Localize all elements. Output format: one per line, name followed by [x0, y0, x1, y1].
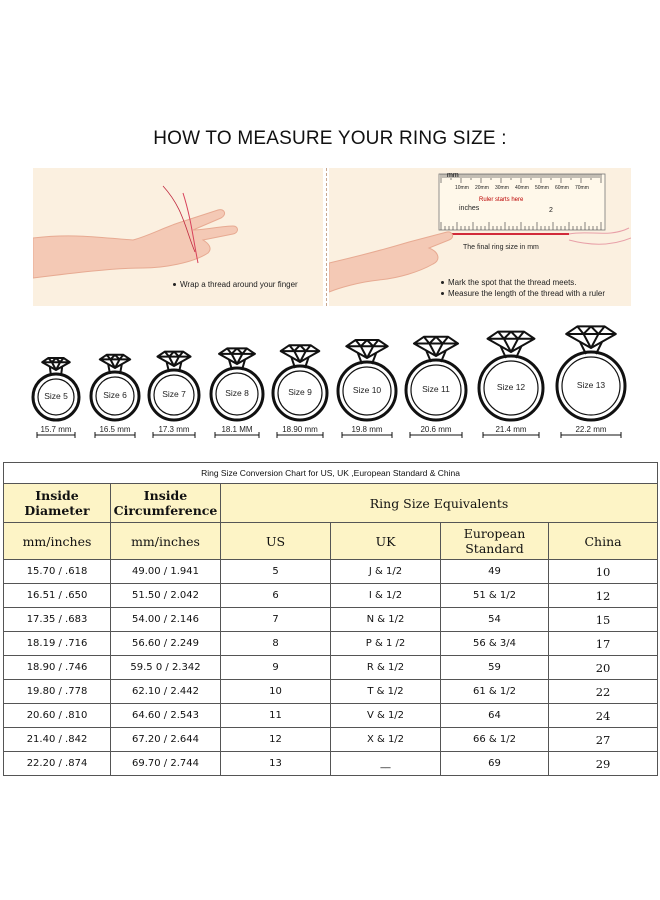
- ring-diameter-label: 21.4 mm: [495, 425, 527, 434]
- ruler-start-label: Ruler starts here: [479, 197, 524, 203]
- ring-size-label: Size 8: [225, 388, 249, 398]
- cell-european: 59: [441, 656, 549, 680]
- ruler-mm-label: mm: [447, 172, 459, 179]
- cell-inside-diameter: 18.19 / .716: [4, 632, 111, 656]
- cell-european: 69: [441, 752, 549, 776]
- wrap-thread-panel: [33, 168, 323, 306]
- header-mm-inches-circumference: mm/inches: [111, 523, 221, 560]
- cell-european: 61 & 1/2: [441, 680, 549, 704]
- cell-us: 5: [221, 560, 331, 584]
- ruler-mm-mark: 30mm: [495, 185, 509, 191]
- table-row: [4, 704, 658, 728]
- cell-inside-diameter: 22.20 / .874: [4, 752, 111, 776]
- cell-uk: I & 1/2: [331, 584, 441, 608]
- cell-inside-circumference: 56.60 / 2.249: [111, 632, 221, 656]
- ruler-inch-mark: 2: [549, 207, 553, 214]
- cell-us: 9: [221, 656, 331, 680]
- chart-caption: Ring Size Conversion Chart for US, UK ,European Standard & China: [4, 463, 658, 484]
- table-row: [4, 560, 658, 584]
- cell-uk: P & 1 /2: [331, 632, 441, 656]
- ring-diameter-label: 17.3 mm: [158, 425, 190, 434]
- cell-inside-diameter: 16.51 / .650: [4, 584, 111, 608]
- header-us: US: [221, 523, 331, 560]
- ring-size-11: [401, 325, 471, 445]
- cell-inside-circumference: 49.00 / 1.941: [111, 560, 221, 584]
- wrap-caption: Wrap a thread around your finger: [173, 280, 298, 289]
- cell-uk: T & 1/2: [331, 680, 441, 704]
- cell-us: 7: [221, 608, 331, 632]
- header-ring-size-equivalents: Ring Size Equivalents: [221, 484, 658, 523]
- cell-inside-diameter: 19.80 / .778: [4, 680, 111, 704]
- cell-european: 54: [441, 608, 549, 632]
- cell-inside-circumference: 67.20 / 2.644: [111, 728, 221, 752]
- ring-size-10: [333, 325, 401, 445]
- ruler-mm-mark: 40mm: [515, 185, 529, 191]
- cell-inside-diameter: 20.60 / .810: [4, 704, 111, 728]
- ring-size-label: Size 13: [576, 380, 606, 390]
- ring-size-label: Size 12: [496, 382, 526, 392]
- cell-china: 22: [549, 680, 658, 704]
- ruler-mm-mark: 60mm: [555, 185, 569, 191]
- ruler-mm-mark: 20mm: [475, 185, 489, 191]
- panel-divider: [326, 168, 327, 306]
- header-european-standard: European Standard: [441, 523, 549, 560]
- cell-us: 6: [221, 584, 331, 608]
- cell-inside-circumference: 59.5 0 / 2.342: [111, 656, 221, 680]
- cell-us: 8: [221, 632, 331, 656]
- header-china: China: [549, 523, 658, 560]
- cell-european: 49: [441, 560, 549, 584]
- measure-thread-panel: [329, 168, 631, 306]
- header-inside-circumference: Inside Circumference: [111, 484, 221, 523]
- header-mm-inches-diameter: mm/inches: [4, 523, 111, 560]
- ruler-mm-mark: 70mm: [575, 185, 589, 191]
- cell-european: 64: [441, 704, 549, 728]
- table-row: [4, 632, 658, 656]
- ring-diameter-label: 19.8 mm: [351, 425, 383, 434]
- cell-inside-circumference: 64.60 / 2.543: [111, 704, 221, 728]
- ring-size-label: Size 5: [44, 391, 68, 401]
- table-row: [4, 608, 658, 632]
- cell-us: 11: [221, 704, 331, 728]
- mark-caption: Mark the spot that the thread meets.: [441, 278, 577, 287]
- cell-inside-circumference: 51.50 / 2.042: [111, 584, 221, 608]
- ring-size-12: [474, 325, 548, 445]
- cell-inside-diameter: 21.40 / .842: [4, 728, 111, 752]
- cell-china: 10: [549, 560, 658, 584]
- cell-china: 24: [549, 704, 658, 728]
- ring-size-label: Size 6: [103, 390, 127, 400]
- ring-diameter-label: 16.5 mm: [99, 425, 131, 434]
- table-row: [4, 680, 658, 704]
- cell-china: 17: [549, 632, 658, 656]
- cell-european: 56 & 3/4: [441, 632, 549, 656]
- cell-uk: R & 1/2: [331, 656, 441, 680]
- ring-size-row: [0, 325, 660, 445]
- cell-us: 12: [221, 728, 331, 752]
- cell-inside-circumference: 69.70 / 2.744: [111, 752, 221, 776]
- ruler-final-label: The final ring size in mm: [463, 244, 539, 251]
- cell-us: 10: [221, 680, 331, 704]
- cell-china: 20: [549, 656, 658, 680]
- cell-uk: X & 1/2: [331, 728, 441, 752]
- page-title: HOW TO MEASURE YOUR RING SIZE :: [153, 128, 507, 149]
- header-uk: UK: [331, 523, 441, 560]
- cell-inside-diameter: 18.90 / .746: [4, 656, 111, 680]
- cell-inside-circumference: 62.10 / 2.442: [111, 680, 221, 704]
- ring-diameter-label: 18.90 mm: [282, 425, 318, 434]
- table-row: [4, 752, 658, 776]
- cell-european: 51 & 1/2: [441, 584, 549, 608]
- cell-inside-diameter: 17.35 / .683: [4, 608, 111, 632]
- measure-caption: Measure the length of the thread with a ruler: [441, 289, 605, 298]
- ruler-inches-label: inches: [459, 205, 480, 212]
- ruler-mm-mark: 10mm: [455, 185, 469, 191]
- cell-us: 13: [221, 752, 331, 776]
- ring-size-8: [206, 325, 268, 445]
- ring-size-label: Size 11: [422, 384, 450, 394]
- table-row: [4, 584, 658, 608]
- cell-inside-circumference: 54.00 / 2.146: [111, 608, 221, 632]
- ring-size-7: [144, 325, 204, 445]
- ring-size-conversion-chart: [3, 462, 658, 776]
- ruler-mm-mark: 50mm: [535, 185, 549, 191]
- cell-china: 12: [549, 584, 658, 608]
- ring-size-9: [268, 325, 332, 445]
- ring-diameter-label: 20.6 mm: [420, 425, 452, 434]
- ring-diameter-label: 15.7 mm: [40, 425, 72, 434]
- ring-size-13: [552, 325, 630, 445]
- cell-uk: __: [331, 752, 441, 776]
- cell-inside-diameter: 15.70 / .618: [4, 560, 111, 584]
- cell-uk: N & 1/2: [331, 608, 441, 632]
- ring-size-label: Size 7: [162, 389, 186, 399]
- cell-european: 66 & 1/2: [441, 728, 549, 752]
- ring-size-label: Size 9: [288, 387, 312, 397]
- header-inside-diameter: Inside Diameter: [4, 484, 111, 523]
- cell-uk: J & 1/2: [331, 560, 441, 584]
- cell-china: 27: [549, 728, 658, 752]
- table-row: [4, 656, 658, 680]
- ring-size-label: Size 10: [352, 385, 382, 395]
- cell-china: 29: [549, 752, 658, 776]
- ring-diameter-label: 18.1 MM: [221, 425, 253, 434]
- cell-china: 15: [549, 608, 658, 632]
- ring-diameter-label: 22.2 mm: [575, 425, 607, 434]
- table-row: [4, 728, 658, 752]
- cell-uk: V & 1/2: [331, 704, 441, 728]
